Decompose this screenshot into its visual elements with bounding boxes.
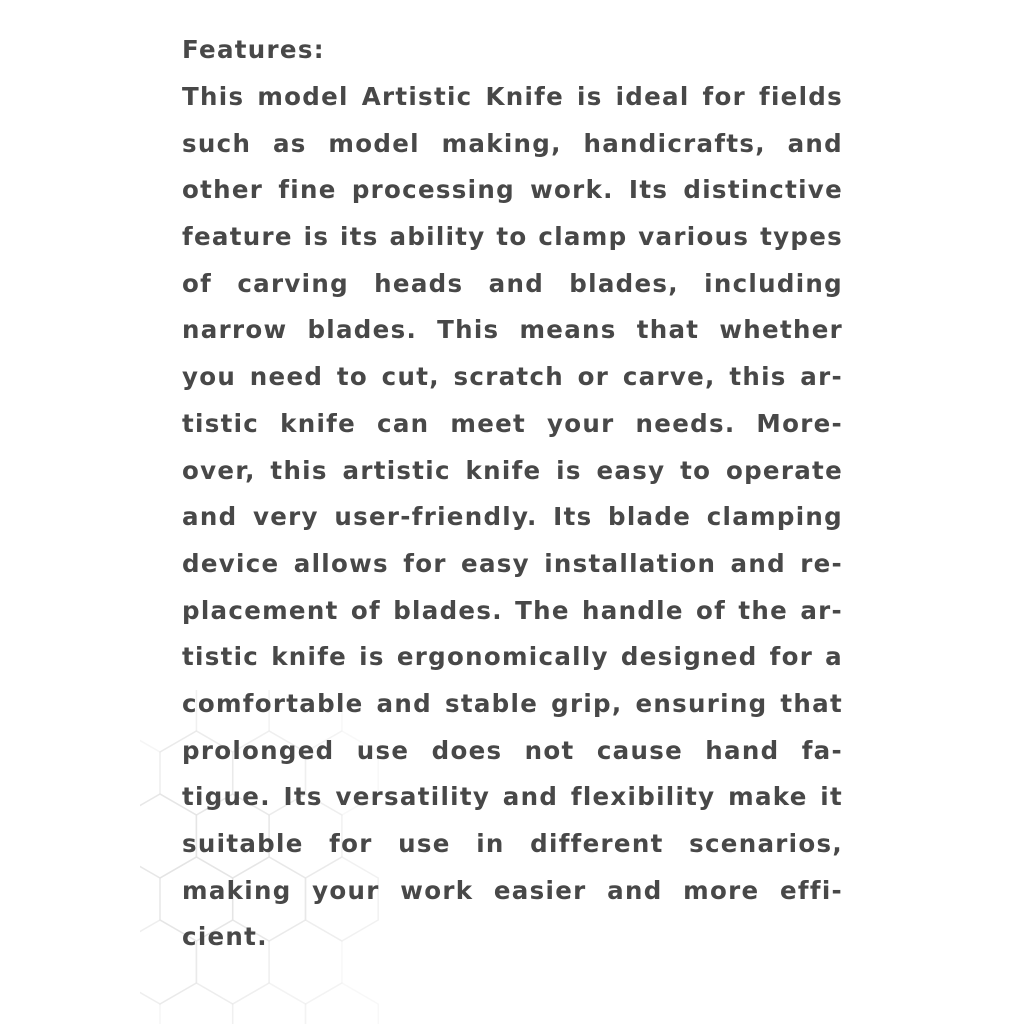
description-line: making your work easier and more effi- — [182, 875, 843, 905]
description-line: and very user-friendly. Its blade clamping — [182, 502, 843, 532]
description-line: feature is its ability to clamp various types — [182, 222, 843, 252]
description-line: suitable for use in different scenarios, — [182, 829, 843, 858]
description-line: prolonged use does not cause hand fa- — [182, 735, 843, 765]
description-line: narrow blades. This means that whether — [182, 315, 843, 345]
description-line: you need to cut, scratch or carve, this ar- — [182, 362, 843, 392]
description-line: comfortable and stable grip, ensuring that — [182, 688, 843, 718]
description-line: over, this artistic knife is easy to operate — [182, 455, 843, 485]
features-section — [182, 30, 843, 961]
hexagon-shape — [233, 983, 306, 1024]
description-line: placement of blades. The handle of the ar- — [182, 595, 843, 625]
description-line: of carving heads and blades, including — [182, 268, 843, 298]
hexagon-shape — [160, 983, 233, 1024]
features-heading: Features: — [182, 35, 325, 64]
features-description — [182, 74, 843, 961]
description-line: cient. — [182, 922, 268, 952]
description-line: such as model making, handicrafts, and — [182, 128, 843, 158]
description-line: This model Artistic Knife is ideal for fields — [182, 82, 843, 111]
description-line: device allows for easy installation and re- — [182, 548, 843, 578]
description-line: tistic knife can meet your needs. More- — [182, 408, 843, 438]
hexagon-shape — [306, 983, 379, 1024]
description-line: tigue. Its versatility and flexibility make it — [182, 782, 843, 812]
description-line: tistic knife is ergonomically designed for a — [182, 642, 843, 672]
description-line: other fine processing work. Its distinctive — [182, 175, 843, 205]
